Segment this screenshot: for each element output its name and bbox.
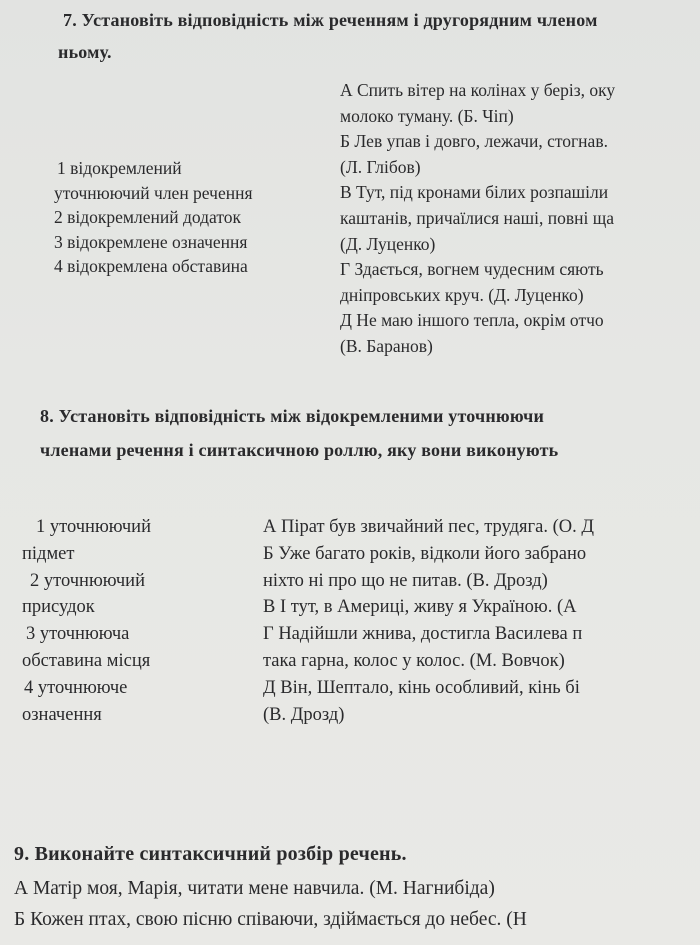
q7-option: Б Лев упав і довго, лежачи, стогнав. bbox=[340, 131, 608, 152]
q7-left-item: 3 відокремлене означення bbox=[54, 231, 248, 252]
q8-option: Г Надійшли жнива, достигла Василева п bbox=[263, 624, 583, 645]
q8-heading-line2: членами речення і синтаксичною роллю, яку вони виконують bbox=[40, 440, 559, 460]
q7-left-column bbox=[54, 156, 253, 279]
q8-left-item: обставина місця bbox=[22, 650, 151, 671]
q7-left-item: уточнюючий член речення bbox=[54, 182, 253, 203]
q7-heading-line1: 7. Установіть відповідність між реченням і другорядним членом bbox=[63, 10, 598, 30]
q8-option: така гарна, колос у колос. (М. Вовчок) bbox=[263, 650, 565, 671]
q8-option: В І тут, в Америці, живу я Україною. (А bbox=[263, 597, 577, 618]
q9-item: Б Кожен птах, свою пісню співаючи, здіймається до небес. (Н bbox=[14, 909, 527, 930]
q8-left-item: 3 уточнююча bbox=[26, 624, 130, 645]
q8-left-item: підмет bbox=[22, 543, 75, 564]
q7-option: А Спить вітер на колінах у беріз, оку bbox=[340, 80, 616, 100]
q7-option: каштанів, причаїлися наші, повні ща bbox=[340, 207, 614, 228]
q7-option: (Д. Луценко) bbox=[340, 233, 436, 254]
q8-right-column bbox=[263, 514, 594, 728]
q7-option: Д Не маю іншого тепла, окрім отчо bbox=[340, 310, 604, 331]
q8-left-item: присудок bbox=[22, 597, 95, 618]
q7-right-column bbox=[340, 78, 615, 360]
q7-left-item: 2 відокремлений додаток bbox=[54, 207, 242, 228]
q7-option: Г Здається, вогнем чудесним сяють bbox=[340, 259, 604, 280]
q9-heading: 9. Виконайте синтаксичний розбір речень. bbox=[14, 843, 407, 865]
q8-option: А Пірат був звичайний пес, трудяга. (О. Д bbox=[263, 517, 594, 537]
q8-left-item: 4 уточнююче bbox=[24, 677, 128, 698]
q7-left-item: 4 відокремлена обставина bbox=[54, 256, 248, 277]
q9-items bbox=[14, 873, 527, 935]
q7-option: дніпровських круч. (Д. Луценко) bbox=[340, 284, 584, 305]
q8-left-item: 2 уточнюючий bbox=[30, 570, 145, 591]
q7-left-item: 1 відокремлений bbox=[57, 158, 182, 178]
q8-option: Б Уже багато років, відколи його забрано bbox=[263, 543, 587, 564]
q8-left-item: означення bbox=[22, 704, 102, 725]
q8-option: Д Він, Шептало, кінь особливий, кінь бі bbox=[263, 677, 580, 698]
q8-option: ніхто ні про що не питав. (В. Дрозд) bbox=[263, 570, 548, 591]
q7-heading-line2: ньому. bbox=[58, 42, 112, 62]
q8-left-item: 1 уточнюючий bbox=[36, 517, 151, 537]
q8-left-column bbox=[22, 514, 151, 728]
q7-option: (В. Баранов) bbox=[340, 335, 433, 356]
q7-option: (Л. Глібов) bbox=[340, 156, 421, 177]
q9-item: А Матір моя, Марія, читати мене навчила. (М. Нагнибіда) bbox=[14, 878, 495, 899]
q7-option: молоко туману. (Б. Чіп) bbox=[340, 105, 514, 126]
q8-heading-line1: 8. Установіть відповідність між відокремленими уточнюючи bbox=[40, 406, 545, 426]
q8-option: (В. Дрозд) bbox=[263, 704, 345, 725]
q7-option: В Тут, під кронами білих розпашіли bbox=[340, 182, 609, 203]
